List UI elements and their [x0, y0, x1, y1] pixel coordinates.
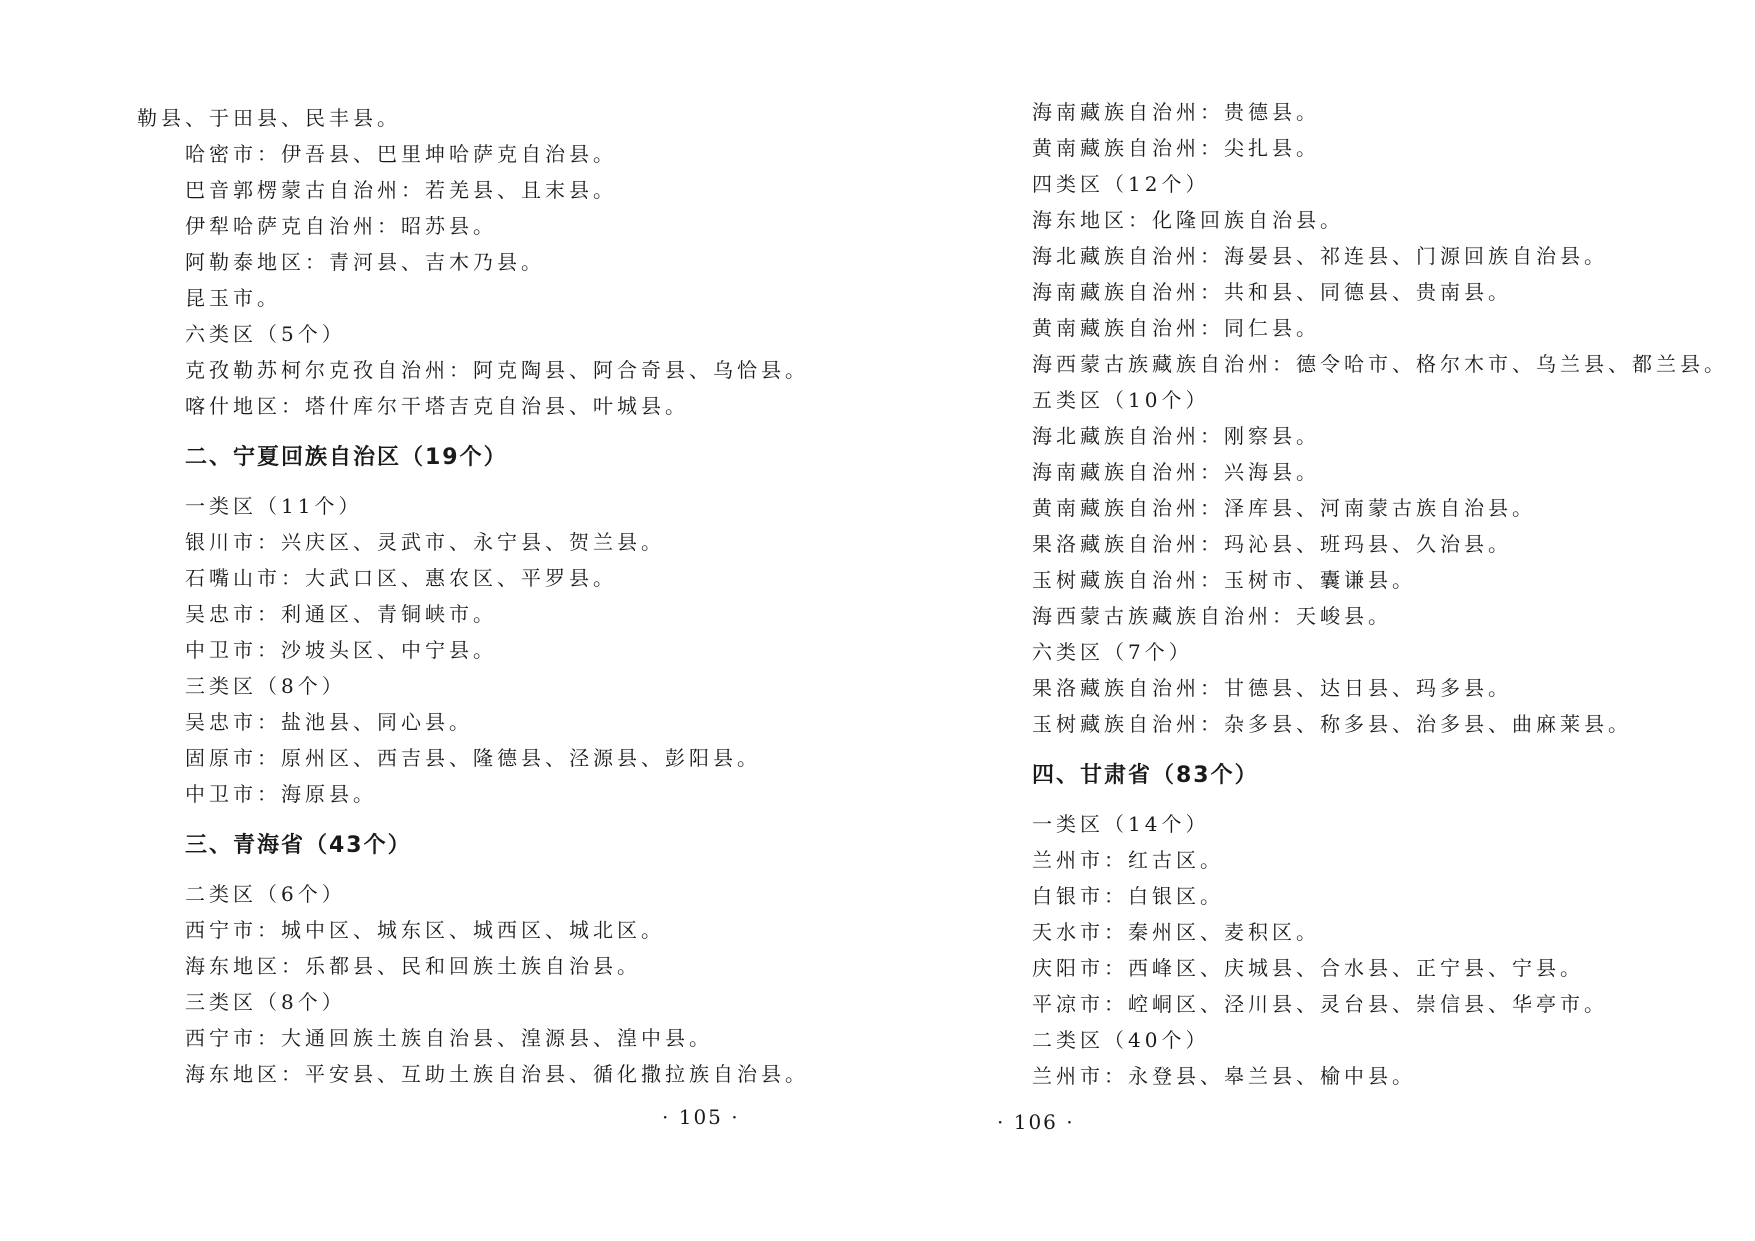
text-line: 兰州市：永登县、皋兰县、榆中县。 — [1032, 1064, 1416, 1088]
text-line: 哈密市：伊吾县、巴里坤哈萨克自治县。 — [185, 142, 617, 166]
category-heading: 一类区（14个） — [1032, 812, 1210, 836]
text-line: 海东地区：乐都县、民和回族土族自治县。 — [185, 954, 641, 978]
text-line: 中卫市：海原县。 — [185, 782, 377, 806]
text-line: 克孜勒苏柯尔克孜自治州：阿克陶县、阿合奇县、乌恰县。 — [185, 358, 809, 382]
section-heading-ningxia: 二、宁夏回族自治区（19个） — [185, 445, 508, 470]
text-line: 海北藏族自治州：海晏县、祁连县、门源回族自治县。 — [1032, 244, 1608, 268]
text-line: 庆阳市：西峰区、庆城县、合水县、正宁县、宁县。 — [1032, 956, 1584, 980]
text-line: 海南藏族自治州：兴海县。 — [1032, 460, 1320, 484]
category-heading: 二类区（40个） — [1032, 1028, 1210, 1052]
text-line: 勒县、于田县、民丰县。 — [137, 106, 401, 130]
right-page — [877, 0, 1755, 1241]
text-line: 果洛藏族自治州：甘德县、达日县、玛多县。 — [1032, 676, 1512, 700]
text-line: 石嘴山市：大武口区、惠农区、平罗县。 — [185, 566, 617, 590]
section-heading-qinghai: 三、青海省（43个） — [185, 833, 412, 858]
text-line: 黄南藏族自治州：同仁县。 — [1032, 316, 1320, 340]
category-heading: 四类区（12个） — [1032, 172, 1210, 196]
text-line: 西宁市：大通回族土族自治县、湟源县、湟中县。 — [185, 1026, 713, 1050]
category-heading: 五类区（10个） — [1032, 388, 1210, 412]
category-heading: 三类区（8个） — [185, 674, 346, 698]
text-line: 伊犁哈萨克自治州：昭苏县。 — [185, 214, 497, 238]
text-line: 白银市：白银区。 — [1032, 884, 1224, 908]
text-line: 海南藏族自治州：贵德县。 — [1032, 100, 1320, 124]
text-line: 海西蒙古族藏族自治州：天峻县。 — [1032, 604, 1392, 628]
text-line: 喀什地区：塔什库尔干塔吉克自治县、叶城县。 — [185, 394, 689, 418]
text-line: 银川市：兴庆区、灵武市、永宁县、贺兰县。 — [185, 530, 665, 554]
text-line: 海东地区：化隆回族自治县。 — [1032, 208, 1344, 232]
text-line: 昆玉市。 — [185, 286, 281, 310]
text-line: 黄南藏族自治州：泽库县、河南蒙古族自治县。 — [1032, 496, 1536, 520]
text-line: 西宁市：城中区、城东区、城西区、城北区。 — [185, 918, 665, 942]
text-line: 吴忠市：利通区、青铜峡市。 — [185, 602, 497, 626]
section-heading-gansu: 四、甘肃省（83个） — [1032, 763, 1259, 788]
category-heading: 六类区（5个） — [185, 322, 346, 346]
left-page-body — [137, 100, 809, 1092]
text-line: 玉树藏族自治州：玉树市、囊谦县。 — [1032, 568, 1416, 592]
page-number: · 105 · — [662, 1105, 740, 1129]
text-line: 海北藏族自治州：刚察县。 — [1032, 424, 1320, 448]
category-heading: 三类区（8个） — [185, 990, 346, 1014]
text-line: 玉树藏族自治州：杂多县、称多县、治多县、曲麻莱县。 — [1032, 712, 1632, 736]
page-number: · 106 · — [997, 1110, 1075, 1134]
text-line: 巴音郭楞蒙古自治州：若羌县、且末县。 — [185, 178, 617, 202]
text-line: 海南藏族自治州：共和县、同德县、贵南县。 — [1032, 280, 1512, 304]
text-line: 黄南藏族自治州：尖扎县。 — [1032, 136, 1320, 160]
text-line: 固原市：原州区、西吉县、隆德县、泾源县、彭阳县。 — [185, 746, 761, 770]
text-line: 吴忠市：盐池县、同心县。 — [185, 710, 473, 734]
text-line: 平凉市：崆峒区、泾川县、灵台县、崇信县、华亭市。 — [1032, 992, 1608, 1016]
text-line: 阿勒泰地区：青河县、吉木乃县。 — [185, 250, 545, 274]
category-heading: 六类区（7个） — [1032, 640, 1193, 664]
right-page-body — [1032, 94, 1728, 1094]
text-line: 天水市：秦州区、麦积区。 — [1032, 920, 1320, 944]
text-line: 海东地区：平安县、互助土族自治县、循化撒拉族自治县。 — [185, 1062, 809, 1086]
text-line: 海西蒙古族藏族自治州：德令哈市、格尔木市、乌兰县、都兰县。 — [1032, 352, 1728, 376]
left-page — [0, 0, 877, 1241]
text-line: 果洛藏族自治州：玛沁县、班玛县、久治县。 — [1032, 532, 1512, 556]
text-line: 中卫市：沙坡头区、中宁县。 — [185, 638, 497, 662]
text-line: 兰州市：红古区。 — [1032, 848, 1224, 872]
category-heading: 一类区（11个） — [185, 494, 363, 518]
category-heading: 二类区（6个） — [185, 882, 346, 906]
